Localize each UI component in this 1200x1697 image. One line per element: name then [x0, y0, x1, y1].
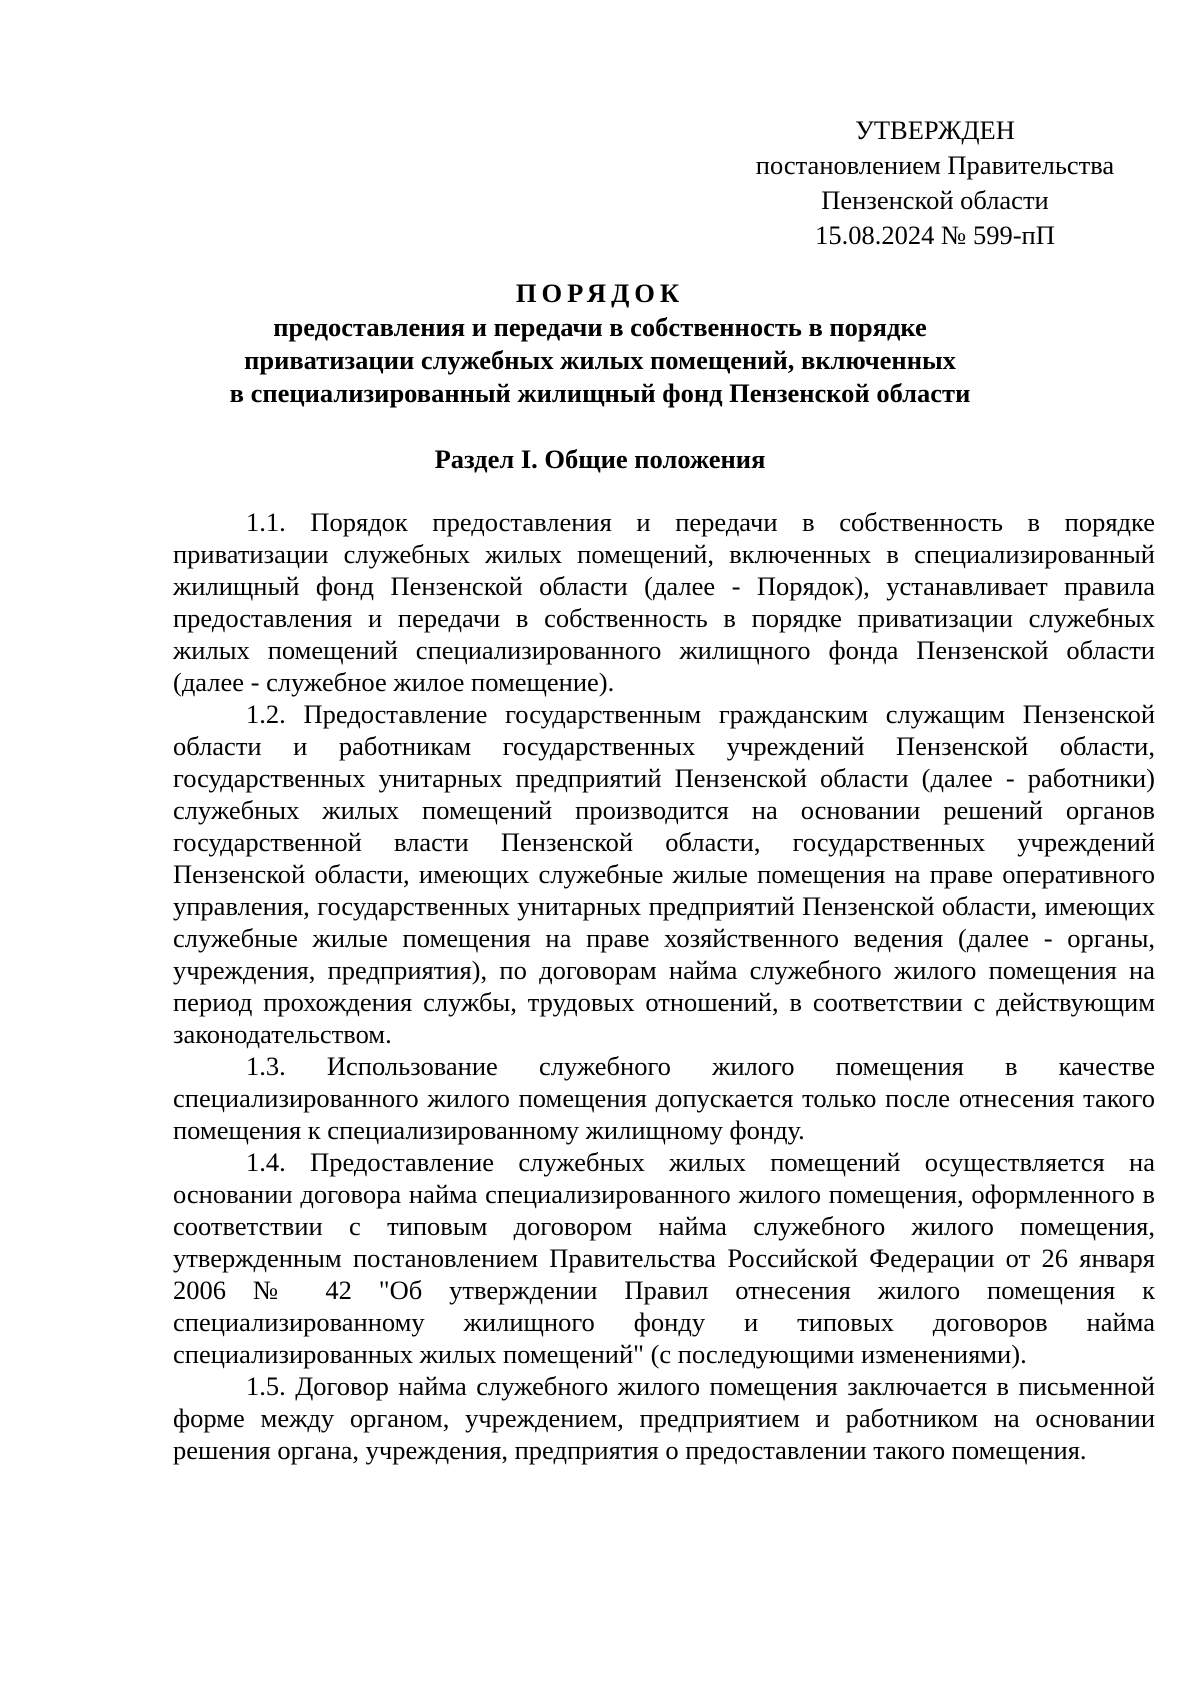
- document-title: ПОРЯДОК: [515, 278, 685, 308]
- paragraph-1-5: 1.5. Договор найма служебного жилого помещения заключается в письменной форме между органом, учреждением, предприятием и работником на основании решения органа, учреждения, предприятия о предоставлении такого помещения.: [173, 1371, 1155, 1465]
- approval-stamp: [690, 113, 1180, 253]
- document-subtitle-line-2: приватизации служебных жилых помещений, включенных: [244, 345, 956, 375]
- approval-authority: постановлением Правительства: [755, 150, 1115, 180]
- document-title-block: [150, 275, 1050, 410]
- paragraph-1-3: 1.3. Использование служебного жилого помещения в качестве специализированного жилого помещения допускается только после отнесения такого помещения к специализированному жилищному фонду.: [173, 1051, 1155, 1145]
- document-subtitle-line-1: предоставления и передачи в собственность в порядке: [273, 312, 927, 342]
- paragraph-1-1: 1.1. Порядок предоставления и передачи в собственность в порядке приватизации служебных жилых помещений, включенных в специализированный жилищный фонд Пензенской области (далее - Порядок), устанавливает правила предоставления и передачи в собственность в порядке приватизации служебных жилых помещений специализированного жилищного фонда Пензенской области (далее - служебное жилое помещение).: [173, 507, 1155, 697]
- section-heading: Раздел I. Общие положения: [434, 444, 766, 474]
- paragraph-1-4: 1.4. Предоставление служебных жилых помещений осуществляется на основании договора найма специализированного жилого помещения, оформленного в соответствии с типовым договором найма служебного жилого помещения, утвержденным постановлением Правительства Российской Федерации от 26 января 2006 № 42 "Об утверждении Правил отнесения жилого помещения к специализированному жилищного фонду и типовых договоров найма специализированных жилых помещений" (с последующими изменениями).: [173, 1147, 1155, 1369]
- document-body: [173, 506, 1155, 1466]
- approval-region: Пензенской области: [821, 185, 1049, 215]
- approval-status: УТВЕРЖДЕН: [855, 115, 1015, 145]
- paragraph-1-2: 1.2. Предоставление государственным гражданским служащим Пензенской области и работникам государственных учреждений Пензенской области, государственных унитарных предприятий Пензенской области (далее - работники) служебных жилых помещений производится на основании решений органов государственной власти Пензенской области, государственных учреждений Пензенской области, имеющих служебные жилые помещения на праве оперативного управления, государственных унитарных предприятий Пензенской области, имеющих служебные жилые помещения на праве хозяйственного ведения (далее - органы, учреждения, предприятия), по договорам найма служебного жилого помещения на период прохождения службы, трудовых отношений, в соответствии с действующим законодательством.: [173, 699, 1155, 1049]
- document-subtitle-line-3: в специализированный жилищный фонд Пензенской области: [229, 378, 971, 408]
- approval-date-number: 15.08.2024 № 599-пП: [815, 220, 1055, 250]
